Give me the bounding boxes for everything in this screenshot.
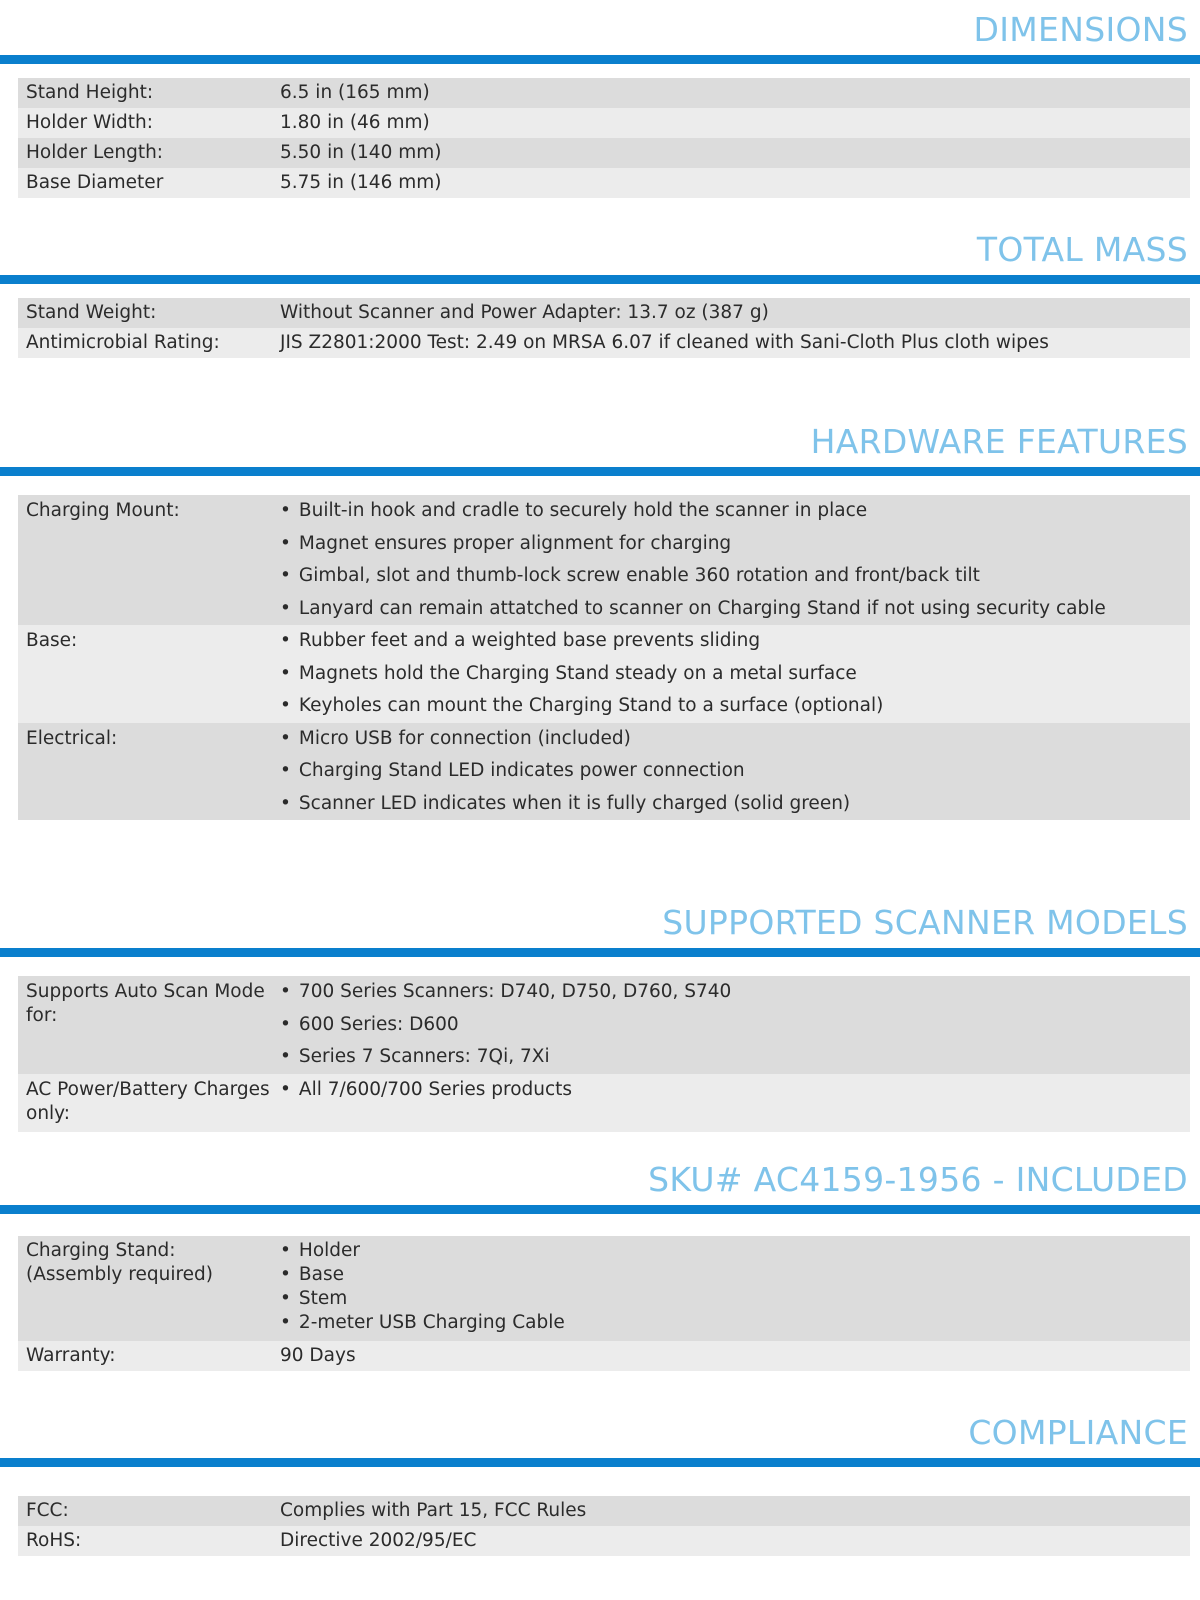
section-divider — [0, 467, 1200, 476]
section-title: DIMENSIONS — [973, 10, 1188, 49]
table-row — [18, 1341, 1190, 1371]
row-value — [280, 495, 1190, 625]
section-title: SKU# AC4159-1956 - INCLUDED — [648, 1160, 1188, 1199]
section-divider — [0, 1205, 1200, 1214]
section-divider — [0, 55, 1200, 64]
section-title: COMPLIANCE — [968, 1413, 1188, 1452]
row-value — [280, 976, 1190, 1074]
table-row — [18, 328, 1190, 358]
row-value: Directive 2002/95/EC — [280, 1530, 477, 1551]
row-label: RoHS: — [26, 1530, 82, 1551]
bullet-list — [280, 723, 1190, 821]
table-row — [18, 1236, 1190, 1341]
bullet-list — [280, 976, 1190, 1074]
section-divider — [0, 1458, 1200, 1467]
row-label: Base: — [26, 630, 78, 651]
spec-table — [18, 1236, 1190, 1371]
table-row — [18, 1526, 1190, 1556]
row-label: Holder Width: — [26, 112, 153, 133]
list-item: • Holder — [280, 1239, 1190, 1263]
row-label: Holder Length: — [26, 142, 164, 163]
list-item: • Magnets hold the Charging Stand steady on a metal surface — [280, 658, 1190, 691]
row-value: 5.75 in (146 mm) — [280, 172, 442, 193]
list-item: • 2-meter USB Charging Cable — [280, 1311, 1190, 1335]
list-item: • Magnet ensures proper alignment for charging — [280, 528, 1190, 561]
row-value: Complies with Part 15, FCC Rules — [280, 1500, 587, 1521]
row-value: JIS Z2801:2000 Test: 2.49 on MRSA 6.07 if cleaned with Sani-Cloth Plus cloth wipes — [280, 332, 1049, 353]
table-row — [18, 168, 1190, 198]
list-item: • Series 7 Scanners: 7Qi, 7Xi — [280, 1041, 1190, 1074]
row-value — [280, 1074, 1190, 1126]
table-row — [18, 298, 1190, 328]
spec-table — [18, 298, 1190, 358]
table-row — [18, 625, 1190, 723]
section-title: HARDWARE FEATURES — [810, 422, 1188, 461]
list-item: • Built-in hook and cradle to securely hold the scanner in place — [280, 495, 1190, 528]
bullet-list — [280, 625, 1190, 723]
list-item: • Micro USB for connection (included) — [280, 723, 1190, 756]
table-row — [18, 495, 1190, 625]
section-divider — [0, 948, 1200, 957]
row-value: 1.80 in (46 mm) — [280, 112, 430, 133]
table-row — [18, 1496, 1190, 1526]
table-row — [18, 138, 1190, 168]
row-label: AC Power/Battery Charges only: — [26, 1078, 270, 1124]
row-value: 5.50 in (140 mm) — [280, 142, 442, 163]
bullet-list — [280, 495, 1190, 625]
table-row — [18, 108, 1190, 138]
row-value — [280, 723, 1190, 821]
row-value: 6.5 in (165 mm) — [280, 82, 430, 103]
spec-table — [18, 976, 1190, 1132]
spec-table — [18, 1496, 1190, 1556]
list-item: • Base — [280, 1263, 1190, 1287]
table-row — [18, 976, 1190, 1074]
list-item: • Rubber feet and a weighted base prevents sliding — [280, 625, 1190, 658]
section-divider — [0, 275, 1200, 284]
row-label: FCC: — [26, 1500, 69, 1521]
row-label: Electrical: — [26, 727, 118, 749]
row-label: Charging Mount: — [26, 500, 180, 521]
list-item: • Charging Stand LED indicates power connection — [280, 755, 1190, 788]
list-item: • Gimbal, slot and thumb-lock screw enable 360 rotation and front/back tilt — [280, 560, 1190, 593]
row-label: Charging Stand: (Assembly required) — [26, 1240, 213, 1285]
row-label: Antimicrobial Rating: — [26, 332, 220, 353]
section-title: SUPPORTED SCANNER MODELS — [662, 903, 1188, 942]
list-item: • Stem — [280, 1287, 1190, 1311]
bullet-list — [280, 1239, 1190, 1335]
list-item: • 700 Series Scanners: D740, D750, D760, S740 — [280, 976, 1190, 1009]
row-value: 90 Days — [280, 1345, 356, 1366]
row-value — [280, 625, 1190, 723]
section-title: TOTAL MASS — [976, 230, 1188, 269]
list-item: • Scanner LED indicates when it is fully charged (solid green) — [280, 788, 1190, 821]
table-row — [18, 78, 1190, 108]
spec-table — [18, 495, 1190, 820]
list-item: • 600 Series: D600 — [280, 1009, 1190, 1042]
table-row — [18, 723, 1190, 821]
row-label: Base Diameter — [26, 172, 164, 193]
table-row — [18, 1074, 1190, 1132]
list-item: • All 7/600/700 Series products — [280, 1074, 1190, 1107]
spec-table — [18, 78, 1190, 198]
row-label: Stand Weight: — [26, 302, 157, 323]
row-value: Without Scanner and Power Adapter: 13.7 oz (387 g) — [280, 302, 769, 323]
row-label: Warranty: — [26, 1345, 116, 1366]
bullet-list — [280, 1074, 1190, 1107]
row-label: Stand Height: — [26, 82, 154, 103]
row-value — [280, 1239, 1190, 1335]
list-item: • Lanyard can remain attatched to scanner on Charging Stand if not using security cable — [280, 593, 1190, 626]
row-label: Supports Auto Scan Mode for: — [26, 981, 265, 1026]
list-item: • Keyholes can mount the Charging Stand to a surface (optional) — [280, 690, 1190, 723]
